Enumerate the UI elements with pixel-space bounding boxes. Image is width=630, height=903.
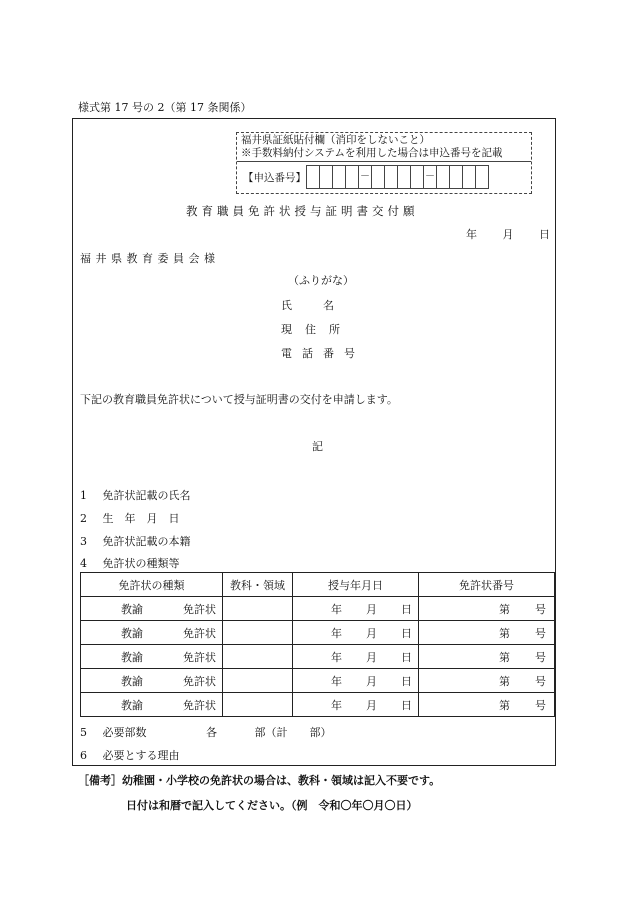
cell-kind[interactable] — [81, 621, 223, 645]
table-row — [81, 645, 555, 669]
application-number-cells[interactable] — [307, 165, 489, 189]
day-label: 日 — [401, 602, 412, 616]
cell-kind[interactable] — [81, 693, 223, 717]
table-header-row — [81, 573, 555, 597]
cell-kind[interactable] — [81, 597, 223, 621]
kind-teacher: 教諭 — [121, 674, 143, 688]
date-month: 月 — [502, 228, 514, 241]
table-row — [81, 621, 555, 645]
table-row — [81, 597, 555, 621]
cell-kind[interactable] — [81, 645, 223, 669]
note-line-1: ［備考］幼稚園・小学校の免許状の場合は、教科・領域は記入不要です。 — [78, 774, 441, 787]
go-label: 号 — [535, 674, 546, 688]
item-label: 免許状記載の氏名 — [102, 489, 191, 502]
kind-teacher: 教諭 — [121, 698, 143, 712]
cell-date[interactable] — [293, 669, 419, 693]
go-label: 号 — [535, 650, 546, 664]
date-year: 年 — [466, 228, 477, 241]
digit-cell[interactable] — [332, 165, 346, 189]
stamp-title-line1: 福井県証紙貼付欄（消印をしないこと） — [241, 134, 430, 146]
cell-kind[interactable] — [81, 669, 223, 693]
year-label: 年 — [331, 626, 342, 640]
cell-subject[interactable] — [223, 645, 293, 669]
phone-label: 電 話 番 号 — [281, 347, 355, 360]
digit-cell[interactable] — [436, 165, 450, 189]
kind-license: 免許状 — [183, 626, 216, 640]
cell-date[interactable] — [293, 645, 419, 669]
license-table — [80, 572, 555, 717]
item-3[interactable] — [80, 533, 191, 549]
go-label: 号 — [535, 602, 546, 616]
cell-date[interactable] — [293, 597, 419, 621]
address-label: 現 住 所 — [281, 323, 341, 336]
item-2[interactable] — [80, 510, 180, 526]
day-label: 日 — [401, 674, 412, 688]
digit-cell[interactable] — [410, 165, 424, 189]
kind-license: 免許状 — [183, 602, 216, 616]
cell-number[interactable] — [419, 645, 555, 669]
month-label: 月 — [366, 602, 377, 616]
cell-subject[interactable] — [223, 669, 293, 693]
dai-label: 第 — [499, 650, 510, 664]
dai-label: 第 — [499, 674, 510, 688]
separator-cell: － — [423, 165, 437, 189]
divider — [237, 161, 531, 162]
digit-cell[interactable] — [397, 165, 411, 189]
digit-cell[interactable] — [371, 165, 385, 189]
header-kind: 免許状の種類 — [81, 573, 223, 597]
cell-number[interactable] — [419, 597, 555, 621]
table-row — [81, 693, 555, 717]
item-number: 3 — [80, 535, 87, 548]
item-label: 生 年 月 日 — [102, 512, 180, 525]
ki-heading: 記 — [312, 440, 323, 453]
month-label: 月 — [366, 698, 377, 712]
cell-date[interactable] — [293, 621, 419, 645]
application-number-label: 【申込番号】 — [243, 172, 306, 184]
item-1[interactable] — [80, 487, 191, 503]
year-label: 年 — [331, 674, 342, 688]
dai-label: 第 — [499, 626, 510, 640]
item-number: 1 — [80, 489, 87, 502]
cell-subject[interactable] — [223, 597, 293, 621]
digit-cell[interactable] — [462, 165, 476, 189]
item-6[interactable] — [80, 747, 180, 763]
each-label: 各 — [206, 726, 217, 739]
cell-number[interactable] — [419, 693, 555, 717]
cell-subject[interactable] — [223, 693, 293, 717]
cell-date[interactable] — [293, 693, 419, 717]
go-label: 号 — [535, 626, 546, 640]
digit-cell[interactable] — [449, 165, 463, 189]
item-label: 免許状記載の本籍 — [102, 535, 191, 548]
name-label: 氏 名 — [281, 299, 337, 312]
note-line-2: 日付は和暦で記入してください。（例 令和〇年〇月〇日） — [126, 799, 418, 812]
addressee: 福井県教育委員会様 — [80, 252, 220, 265]
day-label: 日 — [401, 698, 412, 712]
cell-number[interactable] — [419, 669, 555, 693]
dai-label: 第 — [499, 602, 510, 616]
header-date: 授与年月日 — [293, 573, 419, 597]
cell-number[interactable] — [419, 621, 555, 645]
table-row — [81, 669, 555, 693]
day-label: 日 — [401, 626, 412, 640]
item-label: 必要部数 — [102, 726, 147, 739]
kind-license: 免許状 — [183, 698, 216, 712]
digit-cell[interactable] — [319, 165, 333, 189]
item-number: 4 — [80, 557, 87, 570]
kind-teacher: 教諭 — [121, 650, 143, 664]
item-number: 5 — [80, 726, 87, 739]
kind-teacher: 教諭 — [121, 602, 143, 616]
cell-subject[interactable] — [223, 621, 293, 645]
item-label: 免許状の種類等 — [102, 557, 180, 570]
date-line[interactable] — [466, 226, 550, 242]
digit-cell[interactable] — [475, 165, 489, 189]
digit-cell[interactable] — [384, 165, 398, 189]
go-label: 号 — [535, 698, 546, 712]
day-label: 日 — [401, 650, 412, 664]
stamp-box-title — [241, 134, 502, 160]
year-label: 年 — [331, 602, 342, 616]
month-label: 月 — [366, 626, 377, 640]
form-number: 様式第 17 号の 2（第 17 条関係） — [78, 101, 252, 114]
request-text: 下記の教育職員免許状について授与証明書の交付を申請します。 — [80, 393, 398, 406]
month-label: 月 — [366, 650, 377, 664]
separator-cell: － — [358, 165, 372, 189]
item-4 — [80, 555, 180, 571]
dai-label: 第 — [499, 698, 510, 712]
kind-teacher: 教諭 — [121, 626, 143, 640]
kind-license: 免許状 — [183, 650, 216, 664]
item-5[interactable] — [80, 724, 332, 740]
kind-license: 免許状 — [183, 674, 216, 688]
year-label: 年 — [331, 650, 342, 664]
item-label: 必要とする理由 — [102, 749, 180, 762]
form-title: 教育職員免許状授与証明書交付願 — [186, 204, 419, 218]
header-subject: 教科・領域 — [223, 573, 293, 597]
item-number: 6 — [80, 749, 87, 762]
item-number: 2 — [80, 512, 87, 525]
digit-cell[interactable] — [345, 165, 359, 189]
count-label: 部（計 部） — [254, 726, 332, 739]
digit-cell[interactable] — [306, 165, 320, 189]
header-number: 免許状番号 — [419, 573, 555, 597]
stamp-title-line2: ※手数料納付システムを利用した場合は申込番号を記載 — [241, 147, 503, 159]
stamp-box — [236, 132, 532, 194]
date-day: 日 — [539, 228, 550, 241]
month-label: 月 — [366, 674, 377, 688]
year-label: 年 — [331, 698, 342, 712]
furigana-label: （ふりがな） — [288, 274, 354, 287]
